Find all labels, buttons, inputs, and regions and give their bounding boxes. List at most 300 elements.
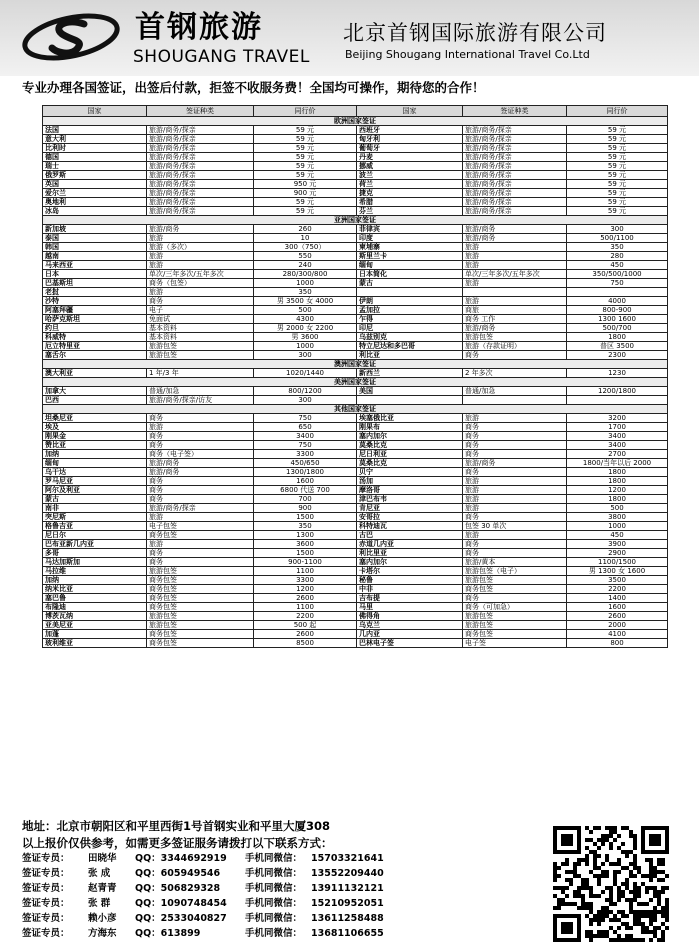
price-cell: 800/1200 bbox=[254, 387, 357, 396]
contact-name: 张 群 bbox=[88, 898, 111, 909]
table-row bbox=[43, 396, 668, 405]
price-cell: 350 bbox=[567, 243, 668, 252]
price-cell: 1600 bbox=[254, 477, 357, 486]
visa-type-cell: 商务 bbox=[463, 450, 567, 459]
price-cell: 2200 bbox=[254, 612, 357, 621]
country-cell: 孟加拉 bbox=[357, 306, 463, 315]
country-cell: 塞内加尔 bbox=[357, 558, 463, 567]
price-cell: 450 bbox=[567, 261, 668, 270]
table-row bbox=[43, 270, 668, 279]
country-cell: 秘鲁 bbox=[357, 576, 463, 585]
price-cell: 59 元 bbox=[567, 171, 668, 180]
contact-mobile: 15210952051 bbox=[311, 898, 384, 909]
visa-type-cell: 基本资料 bbox=[147, 333, 254, 342]
contact-row bbox=[22, 883, 384, 895]
country-cell: 乌干达 bbox=[43, 468, 147, 477]
contact-label: 签证专员： bbox=[22, 913, 70, 924]
visa-type-cell: 旅游 bbox=[463, 252, 567, 261]
price-cell: 1800 bbox=[567, 477, 668, 486]
table-row bbox=[43, 522, 668, 531]
visa-price-table-container bbox=[42, 105, 667, 817]
table-row bbox=[43, 585, 668, 594]
visa-type-cell: 商务 bbox=[147, 297, 254, 306]
country-cell: 匈牙利 bbox=[357, 135, 463, 144]
column-header: 签证种类 bbox=[463, 106, 567, 117]
visa-type-cell: 旅游/商务/探亲 bbox=[463, 126, 567, 135]
country-cell: 挪威 bbox=[357, 162, 463, 171]
slogan: 专业办理各国签证，出签后付款，拒签不收服务费！全国均可操作，期待您的合作！ bbox=[22, 80, 485, 95]
visa-type-cell: 旅游包签 bbox=[147, 342, 254, 351]
country-cell: 新西兰 bbox=[357, 369, 463, 378]
table-row bbox=[43, 531, 668, 540]
country-cell: 吉布提 bbox=[357, 594, 463, 603]
price-cell: 300（750） bbox=[254, 243, 357, 252]
country-cell: 埃及 bbox=[43, 423, 147, 432]
price-cell: 450/650 bbox=[254, 459, 357, 468]
price-cell: 8500 bbox=[254, 639, 357, 648]
section-header-row bbox=[43, 117, 668, 126]
visa-type-cell: 普通/加急 bbox=[147, 387, 254, 396]
visa-type-cell: 2 年多次 bbox=[463, 369, 567, 378]
contact-qq: QQ：2533040827 bbox=[135, 913, 227, 924]
country-cell: 伊朗 bbox=[357, 297, 463, 306]
country-cell: 约旦 bbox=[43, 324, 147, 333]
country-cell: 捷克 bbox=[357, 189, 463, 198]
country-cell: 马里 bbox=[357, 603, 463, 612]
price-cell: 10 bbox=[254, 234, 357, 243]
country-cell: 瑞士 bbox=[43, 162, 147, 171]
price-cell: 300 bbox=[567, 225, 668, 234]
country-cell: 安哥拉 bbox=[357, 513, 463, 522]
contact-mobile-label: 手机同微信： bbox=[245, 898, 303, 909]
table-row bbox=[43, 171, 668, 180]
price-cell: 750 bbox=[567, 279, 668, 288]
price-cell: 59 元 bbox=[254, 153, 357, 162]
visa-type-cell: 商务包签 bbox=[147, 585, 254, 594]
visa-type-cell: 旅游/商务/探亲 bbox=[147, 153, 254, 162]
visa-type-cell: 旅游包签 bbox=[463, 621, 567, 630]
visa-type-cell: 旅游/商务/探亲 bbox=[463, 180, 567, 189]
visa-type-cell: 基本资料 bbox=[147, 324, 254, 333]
country-cell: 加纳 bbox=[43, 450, 147, 459]
country-cell: 美国 bbox=[357, 387, 463, 396]
country-cell: 中非 bbox=[357, 585, 463, 594]
visa-type-cell: 商务 bbox=[463, 513, 567, 522]
visa-type-cell: 商务包签 bbox=[147, 576, 254, 585]
price-cell: 750 bbox=[254, 414, 357, 423]
country-cell: 乌克兰 bbox=[357, 621, 463, 630]
visa-type-cell: 商务包签 bbox=[147, 531, 254, 540]
section-title: 欧洲国家签证 bbox=[43, 117, 668, 126]
visa-type-cell: 商务 bbox=[147, 558, 254, 567]
country-cell: 尼日利亚 bbox=[357, 450, 463, 459]
country-cell bbox=[357, 288, 463, 297]
visa-type-cell: 商务 bbox=[147, 477, 254, 486]
country-cell: 利比亚 bbox=[357, 351, 463, 360]
price-cell: 2300 bbox=[567, 351, 668, 360]
price-cell: 59 元 bbox=[567, 207, 668, 216]
contact-row bbox=[22, 928, 384, 940]
visa-type-cell: 商务 bbox=[463, 594, 567, 603]
price-cell: 1300 bbox=[254, 531, 357, 540]
price-cell: 3600 bbox=[254, 540, 357, 549]
visa-type-cell: 旅游/商务 bbox=[147, 225, 254, 234]
country-cell: 贝宁 bbox=[357, 468, 463, 477]
table-row bbox=[43, 261, 668, 270]
visa-type-cell: 旅游/商务/探亲 bbox=[463, 162, 567, 171]
table-row bbox=[43, 153, 668, 162]
price-cell: 59 元 bbox=[567, 162, 668, 171]
country-cell: 马达加斯加 bbox=[43, 558, 147, 567]
country-cell: 希腊 bbox=[357, 198, 463, 207]
visa-type-cell: 旅游包签 bbox=[463, 612, 567, 621]
table-row bbox=[43, 387, 668, 396]
country-cell: 冰岛 bbox=[43, 207, 147, 216]
table-row bbox=[43, 252, 668, 261]
visa-type-cell: 免面试 bbox=[147, 315, 254, 324]
country-cell: 厄立特里亚 bbox=[43, 342, 147, 351]
contact-mobile-label: 手机同微信： bbox=[245, 883, 303, 894]
visa-type-cell: 旅游 bbox=[147, 513, 254, 522]
visa-type-cell: 商务 bbox=[463, 549, 567, 558]
country-cell: 古巴 bbox=[357, 531, 463, 540]
visa-type-cell: 旅游包签 bbox=[147, 612, 254, 621]
country-cell: 多哥 bbox=[43, 549, 147, 558]
visa-type-cell: 商务 bbox=[463, 441, 567, 450]
contact-qq: QQ：1090748454 bbox=[135, 898, 227, 909]
country-cell bbox=[357, 396, 463, 405]
price-cell: 1400 bbox=[567, 594, 668, 603]
visa-type-cell: 旅游 bbox=[463, 414, 567, 423]
address: 地址：北京市朝阳区和平里西街1号首钢实业和平里大厦308 bbox=[22, 819, 331, 833]
visa-type-cell: 旅游/商务/探亲 bbox=[147, 171, 254, 180]
table-row bbox=[43, 504, 668, 513]
section-header-row bbox=[43, 378, 668, 387]
contact-name: 赵青青 bbox=[88, 883, 117, 894]
table-header-row bbox=[43, 106, 668, 117]
visa-type-cell: 包签 30 单次 bbox=[463, 522, 567, 531]
visa-type-cell: 旅游 bbox=[463, 477, 567, 486]
visa-type-cell: 商务包签 bbox=[147, 603, 254, 612]
price-cell: 男 1300 女 1600 bbox=[567, 567, 668, 576]
contact-row bbox=[22, 898, 384, 910]
contact-label: 签证专员： bbox=[22, 898, 70, 909]
price-cell: 3300 bbox=[254, 450, 357, 459]
table-row bbox=[43, 342, 668, 351]
country-cell: 塞舌尔 bbox=[43, 351, 147, 360]
brand-name-cn: 首钢旅游 bbox=[135, 10, 263, 45]
price-cell: 300 bbox=[254, 396, 357, 405]
country-cell: 摩洛哥 bbox=[357, 486, 463, 495]
visa-type-cell: 旅游/商务/探亲 bbox=[147, 207, 254, 216]
contact-mobile: 13911132121 bbox=[311, 883, 384, 894]
price-cell bbox=[567, 288, 668, 297]
section-header-row bbox=[43, 360, 668, 369]
country-cell: 布隆迪 bbox=[43, 603, 147, 612]
table-row bbox=[43, 621, 668, 630]
contact-label: 签证专员： bbox=[22, 853, 70, 864]
country-cell: 波兰 bbox=[357, 171, 463, 180]
country-cell: 乍得 bbox=[357, 315, 463, 324]
visa-type-cell: 商务 bbox=[147, 549, 254, 558]
contact-name: 方海东 bbox=[88, 928, 117, 939]
country-cell: 哈萨克斯坦 bbox=[43, 315, 147, 324]
section-title: 澳洲国家签证 bbox=[43, 360, 668, 369]
visa-type-cell: 商务 bbox=[463, 540, 567, 549]
visa-type-cell: 单次/三年多次/五年多次 bbox=[147, 270, 254, 279]
table-row bbox=[43, 630, 668, 639]
contact-row bbox=[22, 913, 384, 925]
table-row bbox=[43, 180, 668, 189]
visa-type-cell: 旅游/商务/探亲/访友 bbox=[147, 396, 254, 405]
visa-type-cell: 旅游/商务 bbox=[463, 234, 567, 243]
price-cell: 900 元 bbox=[254, 189, 357, 198]
price-cell: 4300 bbox=[254, 315, 357, 324]
visa-type-cell: 旅游/商务/探亲 bbox=[147, 144, 254, 153]
table-row bbox=[43, 351, 668, 360]
visa-type-cell: 商务 bbox=[147, 495, 254, 504]
country-cell: 蒙古 bbox=[43, 495, 147, 504]
visa-type-cell: 电子签 bbox=[463, 639, 567, 648]
price-cell: 59 元 bbox=[567, 126, 668, 135]
country-cell: 韩国 bbox=[43, 243, 147, 252]
price-cell: 3200 bbox=[567, 414, 668, 423]
price-cell: 2600 bbox=[254, 630, 357, 639]
price-cell: 1300/1800 bbox=[254, 468, 357, 477]
country-cell: 越南 bbox=[43, 252, 147, 261]
company-name-en: Beijing Shougang International Travel Co.Ltd bbox=[345, 48, 590, 61]
column-header: 国家 bbox=[43, 106, 147, 117]
contact-note: 以上报价仅供参考，如需更多签证服务请拨打以下联系方式： bbox=[22, 836, 333, 850]
contact-label: 签证专员： bbox=[22, 868, 70, 879]
visa-type-cell: 电子包签 bbox=[147, 522, 254, 531]
price-cell: 男 2000 女 2200 bbox=[254, 324, 357, 333]
visa-type-cell: 旅游/商务/探亲 bbox=[463, 189, 567, 198]
visa-type-cell: 旅游 bbox=[463, 504, 567, 513]
visa-type-cell: 旅游/商务/探亲 bbox=[463, 171, 567, 180]
price-cell: 3500 bbox=[567, 576, 668, 585]
country-cell: 坦桑尼亚 bbox=[43, 414, 147, 423]
contact-mobile-label: 手机同微信： bbox=[245, 913, 303, 924]
table-row bbox=[43, 162, 668, 171]
country-cell: 马来西亚 bbox=[43, 261, 147, 270]
contact-mobile: 13681106655 bbox=[311, 928, 384, 939]
country-cell: 菲律宾 bbox=[357, 225, 463, 234]
table-row bbox=[43, 333, 668, 342]
price-cell: 500 bbox=[254, 306, 357, 315]
country-cell: 罗马尼亚 bbox=[43, 477, 147, 486]
country-cell: 丹麦 bbox=[357, 153, 463, 162]
price-cell: 350/500/1000 bbox=[567, 270, 668, 279]
price-cell: 59 元 bbox=[254, 171, 357, 180]
country-cell: 科特迪瓦 bbox=[357, 522, 463, 531]
table-row bbox=[43, 288, 668, 297]
price-cell: 59 元 bbox=[567, 135, 668, 144]
price-cell: 350 bbox=[254, 288, 357, 297]
header-banner bbox=[0, 0, 699, 76]
country-cell: 巴布亚新几内亚 bbox=[43, 540, 147, 549]
visa-type-cell: 旅游包签（电子） bbox=[463, 567, 567, 576]
country-cell: 芬兰 bbox=[357, 207, 463, 216]
table-row bbox=[43, 243, 668, 252]
table-row bbox=[43, 567, 668, 576]
table-row bbox=[43, 486, 668, 495]
country-cell: 缅甸 bbox=[357, 261, 463, 270]
visa-type-cell: 旅游/商务 bbox=[463, 324, 567, 333]
country-cell: 肯尼亚 bbox=[357, 504, 463, 513]
contact-mobile: 15703321641 bbox=[311, 853, 384, 864]
price-cell: 普区 3500 bbox=[567, 342, 668, 351]
country-cell: 西班牙 bbox=[357, 126, 463, 135]
visa-type-cell: 旅游包签 bbox=[147, 567, 254, 576]
country-cell: 阿尔及利亚 bbox=[43, 486, 147, 495]
price-cell: 59 元 bbox=[567, 198, 668, 207]
price-cell: 650 bbox=[254, 423, 357, 432]
country-cell: 奥地利 bbox=[43, 198, 147, 207]
country-cell: 缅甸 bbox=[43, 459, 147, 468]
contact-qq: QQ：605949546 bbox=[135, 868, 221, 879]
price-cell: 3400 bbox=[254, 432, 357, 441]
table-row bbox=[43, 189, 668, 198]
company-name-cn: 北京首钢国际旅游有限公司 bbox=[343, 21, 607, 45]
price-cell: 4000 bbox=[567, 297, 668, 306]
visa-type-cell: 旅游 bbox=[463, 261, 567, 270]
table-row bbox=[43, 369, 668, 378]
visa-type-cell: 商旅 bbox=[463, 306, 567, 315]
country-cell: 爱尔兰 bbox=[43, 189, 147, 198]
country-cell: 几内亚 bbox=[357, 630, 463, 639]
price-cell: 4100 bbox=[567, 630, 668, 639]
brand-name-en: SHOUGANG TRAVEL bbox=[133, 47, 310, 67]
country-cell: 马拉维 bbox=[43, 567, 147, 576]
price-cell: 1500 bbox=[254, 513, 357, 522]
price-cell: 1020/1440 bbox=[254, 369, 357, 378]
country-cell: 特立尼达和多巴哥 bbox=[357, 342, 463, 351]
table-row bbox=[43, 315, 668, 324]
country-cell: 俄罗斯 bbox=[43, 171, 147, 180]
price-cell: 500 起 bbox=[254, 621, 357, 630]
price-cell: 6800 代送 700 bbox=[254, 486, 357, 495]
country-cell: 新加坡 bbox=[43, 225, 147, 234]
price-cell: 280 bbox=[567, 252, 668, 261]
contact-qq: QQ：3344692919 bbox=[135, 853, 227, 864]
country-cell: 玻利维亚 bbox=[43, 639, 147, 648]
price-cell: 2900 bbox=[567, 549, 668, 558]
country-cell: 赞比亚 bbox=[43, 441, 147, 450]
price-cell: 59 元 bbox=[254, 207, 357, 216]
country-cell: 加蓬 bbox=[43, 630, 147, 639]
country-cell: 加拿大 bbox=[43, 387, 147, 396]
price-cell: 800-900 bbox=[567, 306, 668, 315]
contact-row bbox=[22, 868, 384, 880]
visa-type-cell: 旅游包签 bbox=[463, 576, 567, 585]
price-cell: 59 元 bbox=[254, 198, 357, 207]
section-header-row bbox=[43, 216, 668, 225]
visa-type-cell: 旅游 bbox=[463, 279, 567, 288]
price-cell: 男 3600 bbox=[254, 333, 357, 342]
visa-type-cell: 电子 bbox=[147, 306, 254, 315]
visa-type-cell: 普通/加急 bbox=[463, 387, 567, 396]
visa-type-cell: 商务 bbox=[463, 351, 567, 360]
contact-mobile-label: 手机同微信： bbox=[245, 928, 303, 939]
column-header: 签证种类 bbox=[147, 106, 254, 117]
price-cell: 1200/1800 bbox=[567, 387, 668, 396]
table-row bbox=[43, 414, 668, 423]
visa-type-cell: 商务 bbox=[147, 441, 254, 450]
visa-type-cell: 商务包签 bbox=[463, 585, 567, 594]
section-title: 亚洲国家签证 bbox=[43, 216, 668, 225]
table-row bbox=[43, 279, 668, 288]
country-cell: 荷兰 bbox=[357, 180, 463, 189]
price-cell: 500/700 bbox=[567, 324, 668, 333]
country-cell: 乌兹别克 bbox=[357, 333, 463, 342]
country-cell: 汤加 bbox=[357, 477, 463, 486]
price-cell: 1100 bbox=[254, 603, 357, 612]
visa-type-cell: 旅游/商务 bbox=[147, 468, 254, 477]
country-cell: 塞内加尔 bbox=[357, 432, 463, 441]
visa-type-cell: 旅游 bbox=[147, 252, 254, 261]
visa-type-cell bbox=[463, 288, 567, 297]
visa-type-cell: 旅游（存款证明） bbox=[463, 342, 567, 351]
country-cell: 印度 bbox=[357, 234, 463, 243]
country-cell: 日本简化 bbox=[357, 270, 463, 279]
visa-type-cell: 旅游/商务 bbox=[463, 225, 567, 234]
country-cell: 法国 bbox=[43, 126, 147, 135]
price-cell: 900-1100 bbox=[254, 558, 357, 567]
price-cell: 1200 bbox=[567, 486, 668, 495]
table-row bbox=[43, 126, 668, 135]
visa-type-cell: 1 年/3 年 bbox=[147, 369, 254, 378]
visa-type-cell bbox=[463, 396, 567, 405]
visa-type-cell: 旅游/商务 bbox=[463, 459, 567, 468]
visa-type-cell: 旅游 bbox=[147, 234, 254, 243]
visa-type-cell: 旅游 bbox=[147, 540, 254, 549]
price-cell: 1700 bbox=[567, 423, 668, 432]
price-cell: 2700 bbox=[567, 450, 668, 459]
price-cell: 3300 bbox=[254, 576, 357, 585]
visa-type-cell: 旅游 bbox=[147, 261, 254, 270]
table-row bbox=[43, 297, 668, 306]
visa-type-cell: 旅游/黄本 bbox=[463, 558, 567, 567]
visa-type-cell: 商务（包签） bbox=[147, 279, 254, 288]
country-cell: 卡塔尔 bbox=[357, 567, 463, 576]
qr-code-icon bbox=[553, 826, 669, 942]
contact-label: 签证专员： bbox=[22, 883, 70, 894]
table-row bbox=[43, 306, 668, 315]
price-cell bbox=[567, 396, 668, 405]
visa-type-cell: 旅游/商务/探亲 bbox=[463, 207, 567, 216]
table-row bbox=[43, 324, 668, 333]
column-header: 同行价 bbox=[567, 106, 668, 117]
price-cell: 2000 bbox=[567, 621, 668, 630]
country-cell: 利比里亚 bbox=[357, 549, 463, 558]
price-cell: 男 3500 女 4000 bbox=[254, 297, 357, 306]
price-cell: 3400 bbox=[567, 441, 668, 450]
price-cell: 1000 bbox=[254, 279, 357, 288]
price-cell: 3800 bbox=[567, 513, 668, 522]
contact-row bbox=[22, 853, 384, 865]
table-row bbox=[43, 234, 668, 243]
visa-type-cell: 旅游/商务/探亲 bbox=[147, 198, 254, 207]
country-cell: 日本 bbox=[43, 270, 147, 279]
price-cell: 1100 bbox=[254, 567, 357, 576]
contact-mobile-label: 手机同微信： bbox=[245, 868, 303, 879]
country-cell: 埃塞俄比亚 bbox=[357, 414, 463, 423]
country-cell: 佛得角 bbox=[357, 612, 463, 621]
table-row bbox=[43, 207, 668, 216]
column-header: 国家 bbox=[357, 106, 463, 117]
visa-type-cell: 旅游/商务/探亲 bbox=[147, 504, 254, 513]
